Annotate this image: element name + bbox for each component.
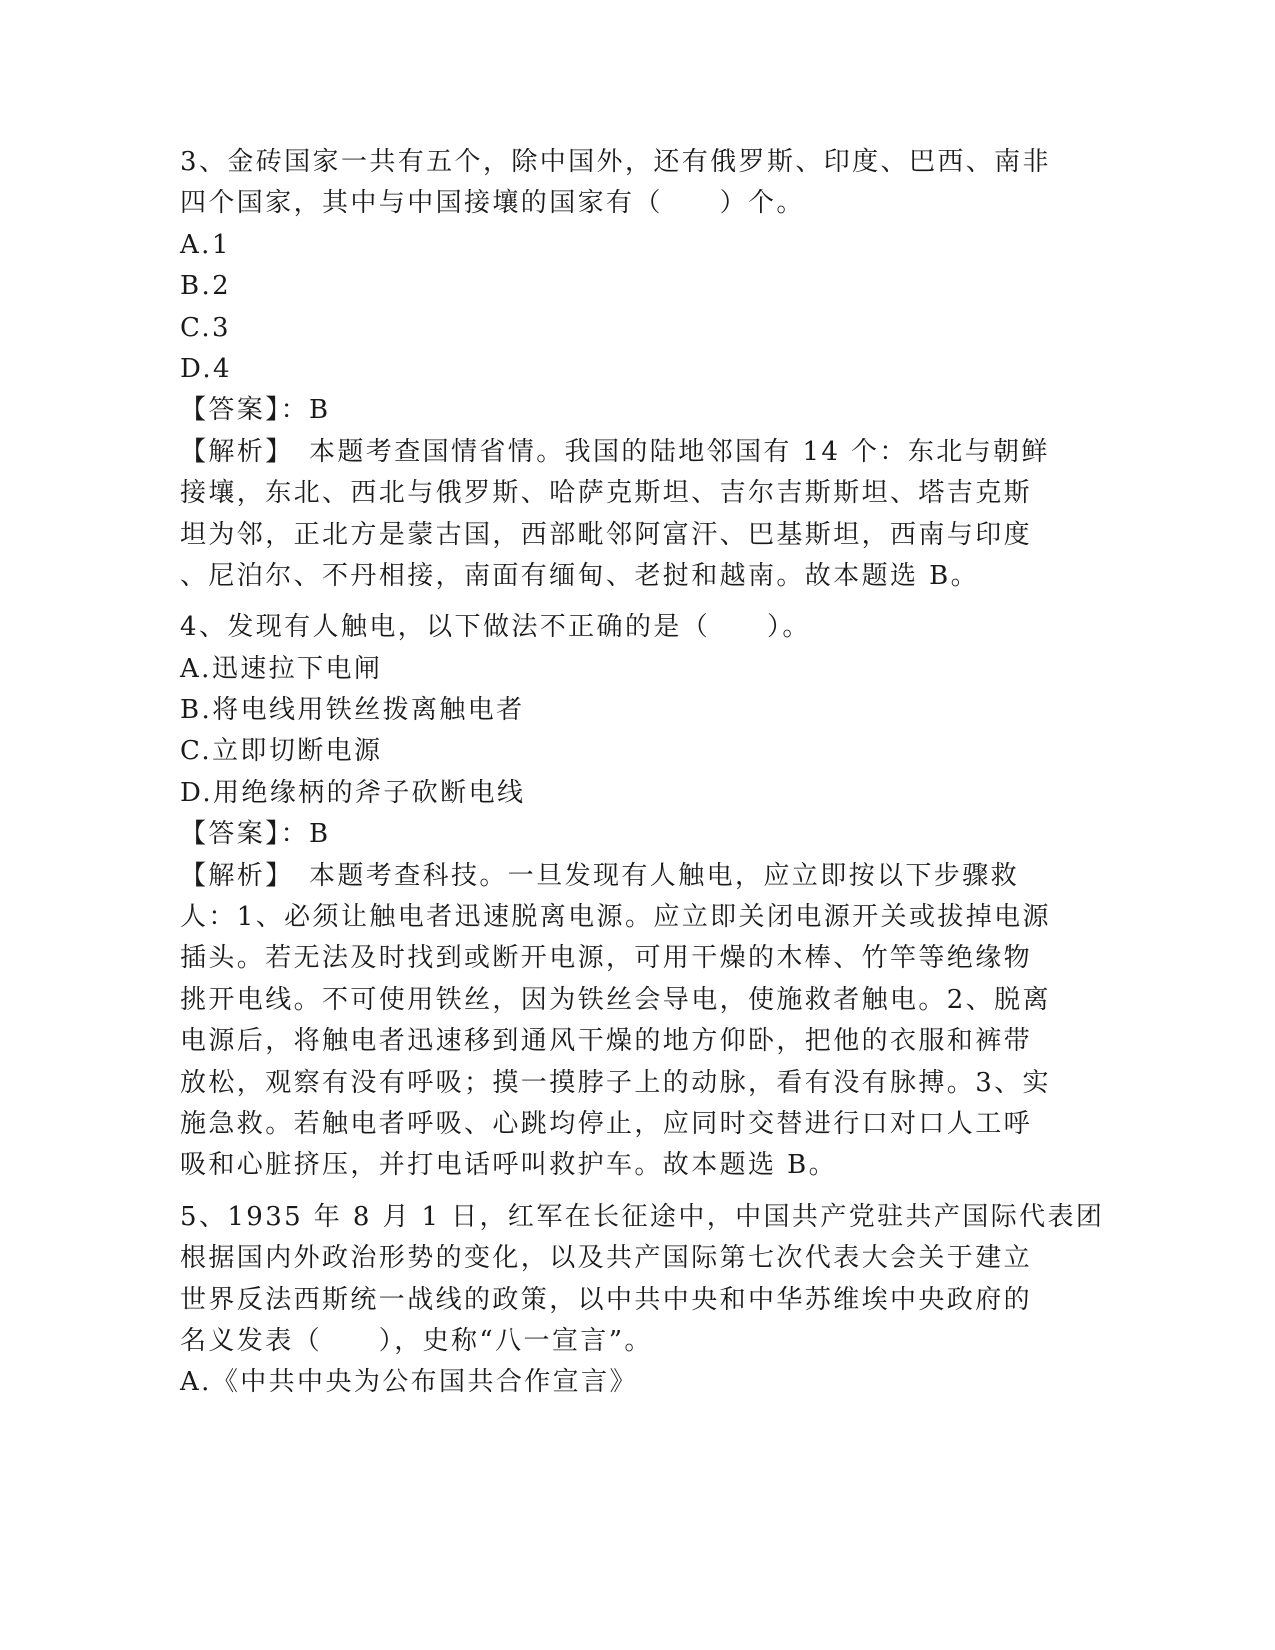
option-a: A.《中共中央为公布国共合作宣言》 — [180, 1367, 638, 1398]
option-c: C.3 — [180, 312, 231, 343]
question-3 — [180, 142, 1051, 597]
analysis-line: 人：1、必须让触电者迅速脱离电源。应立即关闭电源开关或拔掉电源 — [180, 902, 1051, 933]
question-spacer — [180, 597, 1040, 607]
analysis-line: 放松，观察有没有呼吸；摸一摸脖子上的动脉，看有没有脉搏。3、实 — [180, 1067, 1051, 1098]
option-a: A.1 — [180, 229, 231, 260]
question-4 — [180, 607, 1051, 1186]
question-stem-line: 3、金砖国家一共有五个，除中国外，还有俄罗斯、印度、巴西、南非 — [180, 147, 1051, 177]
option-d: D.用绝缘柄的斧子砍断电线 — [180, 777, 526, 808]
analysis-line: 坦为邻，正北方是蒙古国，西部毗邻阿富汗、巴基斯坦，西南与印度 — [180, 519, 1033, 550]
question-stem-line: 5、1935 年 8 月 1 日，红军在长征途中，中国共产党驻共产国际代表团 — [180, 1201, 1105, 1232]
analysis-line: 、尼泊尔、不丹相接，南面有缅甸、老挝和越南。故本题选 B。 — [180, 560, 979, 591]
analysis-line: 接壤，东北、西北与俄罗斯、哈萨克斯坦、吉尔吉斯斯坦、塔吉克斯 — [180, 478, 1033, 509]
analysis-line: 吸和心脏挤压，并打电话呼叫救护车。故本题选 B。 — [180, 1150, 837, 1181]
analysis-line: 插头。若无法及时找到或断开电源，可用干燥的木棒、竹竿等绝缘物 — [180, 943, 1033, 974]
question-5 — [180, 1197, 1105, 1404]
analysis-line: 施急救。若触电者呼吸、心跳均停止，应同时交替进行口对口人工呼 — [180, 1108, 1033, 1139]
document-content — [180, 142, 1105, 1404]
option-b: B.2 — [180, 271, 232, 302]
answer-line: 【答案】：B — [180, 395, 331, 426]
analysis-line: 【解析】 本题考查国情省情。我国的陆地邻国有 14 个：东北与朝鲜 — [180, 436, 1050, 467]
answer-line: 【答案】：B — [180, 819, 331, 850]
option-d: D.4 — [180, 353, 232, 384]
question-stem-line: 根据国内外政治形势的变化，以及共产国际第七次代表大会关于建立 — [180, 1243, 1033, 1274]
analysis-line: 挑开电线。不可使用铁丝，因为铁丝会导电，使施救者触电。2、脱离 — [180, 984, 1051, 1015]
question-stem-line: 4、发现有人触电，以下做法不正确的是（ ）。 — [180, 612, 811, 643]
option-a: A.迅速拉下电闸 — [180, 653, 383, 684]
question-spacer — [180, 1187, 1040, 1197]
option-c: C.立即切断电源 — [180, 736, 383, 767]
option-b: B.将电线用铁丝拨离触电者 — [180, 695, 525, 726]
question-stem-line: 四个国家，其中与中国接壤的国家有（ ）个。 — [180, 188, 805, 219]
analysis-line: 【解析】 本题考查科技。一旦发现有人触电，应立即按以下步骤救 — [180, 860, 1020, 891]
question-stem-line: 名义发表（ ），史称“八一宣言”。 — [180, 1325, 653, 1356]
question-stem-line: 世界反法西斯统一战线的政策，以中共中央和中华苏维埃中央政府的 — [180, 1284, 1033, 1315]
analysis-line: 电源后，将触电者迅速移到通风干燥的地方仰卧，把他的衣服和裤带 — [180, 1026, 1033, 1057]
